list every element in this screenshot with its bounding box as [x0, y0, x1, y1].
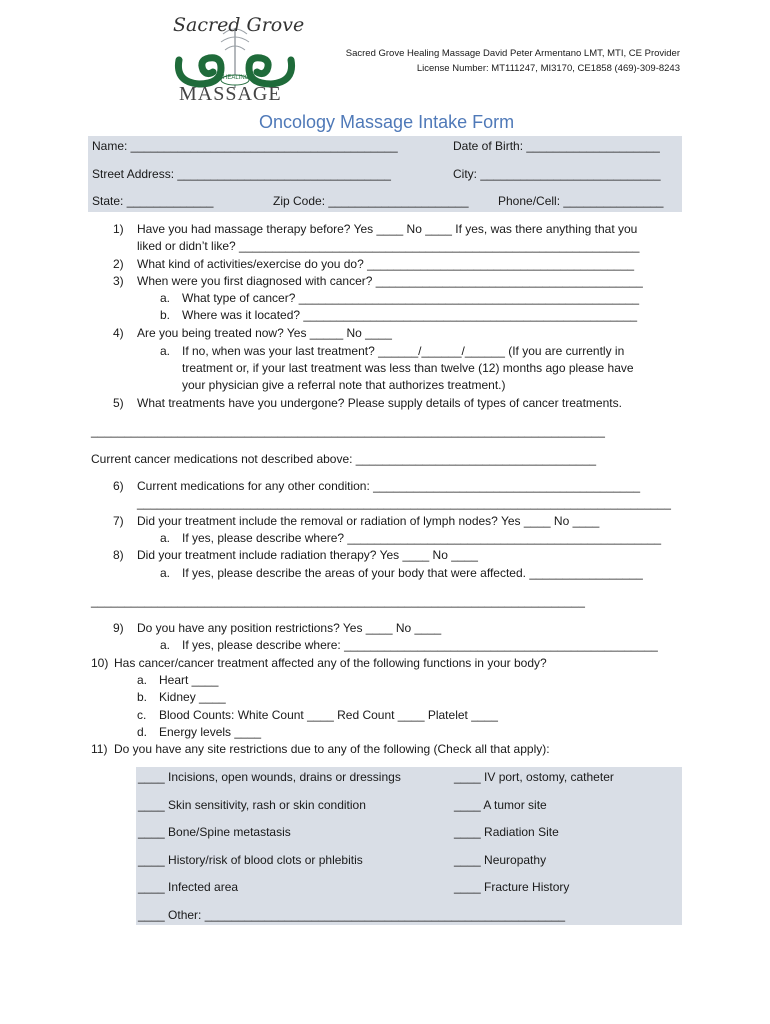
q10c-text[interactable]: Blood Counts: White Count ____ Red Count ____ Platelet ____: [159, 708, 498, 722]
q7-text[interactable]: Did your treatment include the removal or radiation of lymph nodes? Yes ____ No ____: [137, 514, 600, 528]
site-option-bone-spine[interactable]: ____ Bone/Spine metastasis: [138, 825, 291, 839]
q9a-text[interactable]: If yes, please describe where: _______________________________________________: [182, 638, 658, 652]
q7a-marker: a.: [160, 531, 171, 545]
q10c-marker: c.: [137, 708, 147, 722]
q5-number: 5): [113, 396, 124, 410]
site-option-blood-clots[interactable]: ____ History/risk of blood clots or phlebitis: [138, 853, 363, 867]
q6-continued[interactable]: ________________________________________________________________________________: [137, 496, 671, 510]
q4-number: 4): [113, 326, 124, 340]
site-option-tumor[interactable]: ____ A tumor site: [454, 798, 547, 812]
q8a-marker: a.: [160, 566, 171, 580]
form-title: Oncology Massage Intake Form: [259, 112, 515, 132]
q8a-text[interactable]: If yes, please describe the areas of your body that were affected. _________________: [182, 566, 643, 580]
q1-number: 1): [113, 222, 124, 236]
dob-field[interactable]: Date of Birth: ____________________: [453, 139, 660, 153]
q6-text[interactable]: Current medications for any other condition: ________________________________________: [137, 479, 641, 493]
street-field[interactable]: Street Address: ________________________________: [92, 167, 391, 181]
q4a-text-1[interactable]: If no, when was your last treatment? ______/______/______ (If you are currently in: [182, 344, 625, 358]
current-medications-field[interactable]: Current cancer medications not described above: ____________________________________: [91, 452, 597, 466]
q4a-text-3: your physician give a referral note that authorizes treatment.): [182, 378, 506, 392]
q3b-text[interactable]: Where was it located? __________________________________________________: [182, 308, 638, 322]
q10d-text[interactable]: Energy levels ____: [159, 725, 262, 739]
site-option-infected[interactable]: ____ Infected area: [138, 880, 239, 894]
sacred-grove-logo: [165, 10, 305, 104]
q2-number: 2): [113, 257, 124, 271]
site-option-iv-port[interactable]: ____ IV port, ostomy, catheter: [454, 770, 614, 784]
q1-text[interactable]: Have you had massage therapy before? Yes ____ No ____ If yes, was there anything that you: [137, 222, 638, 236]
q9a-marker: a.: [160, 638, 171, 652]
q3b-marker: b.: [160, 308, 171, 322]
q11-text: Do you have any site restrictions due to any of the following (Check all that apply):: [114, 742, 550, 756]
q6-number: 6): [113, 479, 124, 493]
q10-text: Has cancer/cancer treatment affected any of the following functions in your body?: [114, 656, 547, 670]
q2-text[interactable]: What kind of activities/exercise do you do? ________________________________________: [137, 257, 635, 271]
q1-continued[interactable]: liked or didn’t like? ____________________________________________________________: [137, 239, 640, 253]
q10a-text[interactable]: Heart ____: [159, 673, 219, 687]
q10b-text[interactable]: Kidney ____: [159, 690, 226, 704]
q7a-text[interactable]: If yes, please describe where? _______________________________________________: [182, 531, 662, 545]
q10-number: 10): [91, 656, 109, 670]
q8-answer-line[interactable]: __________________________________________________________________________: [91, 594, 585, 608]
logo-top-text: Sacred Grove: [173, 14, 305, 36]
q4-text[interactable]: Are you being treated now? Yes _____ No ____: [137, 326, 392, 340]
q10d-marker: d.: [137, 725, 148, 739]
site-option-other[interactable]: ____ Other: ______________________________________________________: [138, 908, 566, 922]
site-option-skin[interactable]: ____ Skin sensitivity, rash or skin condition: [138, 798, 366, 812]
q3-number: 3): [113, 274, 124, 288]
q9-text[interactable]: Do you have any position restrictions? Yes ____ No ____: [137, 621, 442, 635]
name-field[interactable]: Name: ________________________________________: [92, 139, 398, 153]
logo-badge-text: HEALING: [223, 75, 250, 81]
site-option-incisions[interactable]: ____ Incisions, open wounds, drains or dressings: [138, 770, 401, 784]
q5-answer-line[interactable]: _____________________________________________________________________________: [91, 424, 605, 438]
q10b-marker: b.: [137, 690, 148, 704]
q8-number: 8): [113, 548, 124, 562]
q5-text: What treatments have you undergone? Please supply details of types of cancer treatments.: [137, 396, 622, 410]
q3-text[interactable]: When were you first diagnosed with cancer? ________________________________________: [137, 274, 643, 288]
site-option-neuropathy[interactable]: ____ Neuropathy: [454, 853, 547, 867]
site-restrictions-section: [136, 767, 682, 925]
q3a-marker: a.: [160, 291, 171, 305]
site-option-radiation[interactable]: ____ Radiation Site: [454, 825, 559, 839]
zip-field[interactable]: Zip Code: _____________________: [273, 194, 469, 208]
q3a-text[interactable]: What type of cancer? ___________________________________________________: [182, 291, 640, 305]
city-field[interactable]: City: ___________________________: [453, 167, 661, 181]
q11-number: 11): [91, 742, 108, 756]
q10a-marker: a.: [137, 673, 148, 687]
q9-number: 9): [113, 621, 124, 635]
business-line-2: License Number: MT111247, MI3170, CE1858 (469)-309-8243: [416, 63, 680, 74]
q7-number: 7): [113, 514, 124, 528]
logo-bottom-text: MASSAGE: [179, 83, 282, 105]
phone-field[interactable]: Phone/Cell: _______________: [498, 194, 664, 208]
q8-text[interactable]: Did your treatment include radiation therapy? Yes ____ No ____: [137, 548, 478, 562]
business-line-1: Sacred Grove Healing Massage David Peter Armentano LMT, MTI, CE Provider: [345, 48, 680, 59]
q4a-marker: a.: [160, 344, 171, 358]
state-field[interactable]: State: _____________: [92, 194, 214, 208]
q4a-text-2: treatment or, if your last treatment was less than twelve (12) months ago please have: [182, 361, 634, 375]
site-option-fracture[interactable]: ____ Fracture History: [454, 880, 570, 894]
